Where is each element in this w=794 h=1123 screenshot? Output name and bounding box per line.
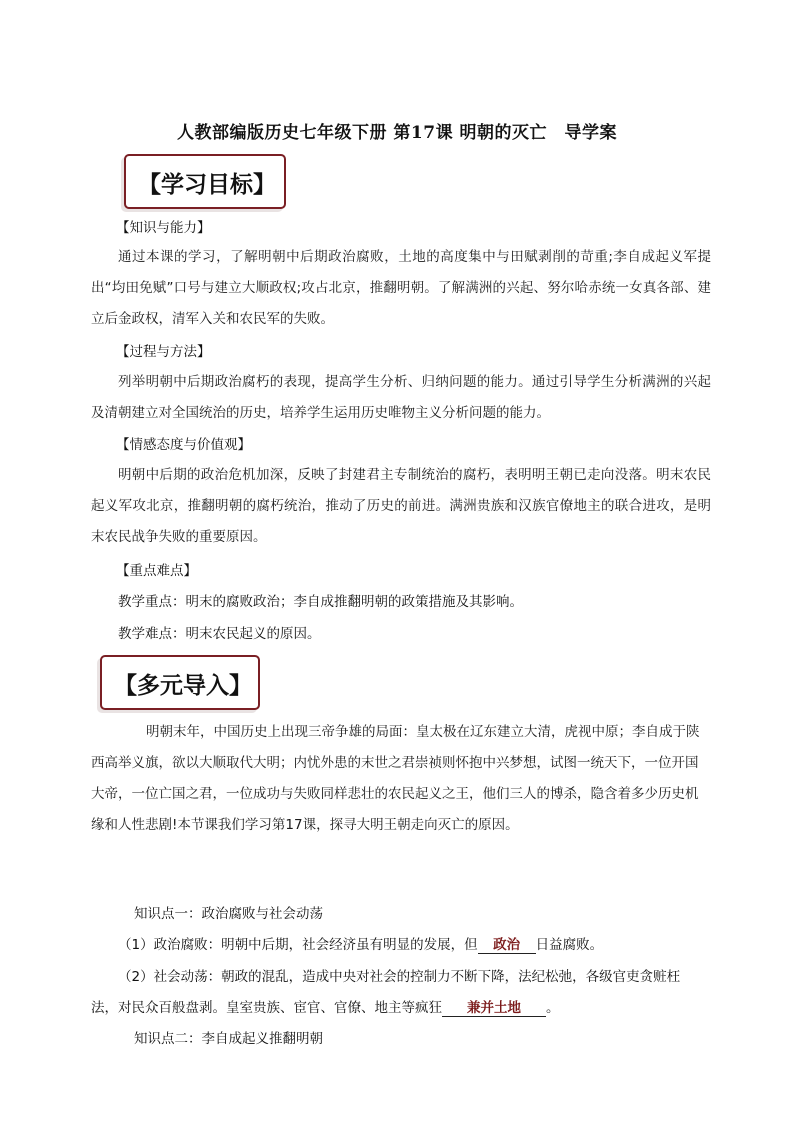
item-1-suffix: 日益腐败。 [535, 937, 604, 953]
key-difficulty-heading: 【重点难点】 [116, 563, 197, 579]
knowledge-point-1-item-2-line-2 [91, 998, 560, 1018]
process-method-heading: 【过程与方法】 [116, 344, 211, 360]
intro-paragraph: 明朝末年，中国历史上出现三帝争雄的局面：皇太极在辽东建立大清，虎视中原；李自成于陕西高举义旗，欲以大顺取代大明；内忧外患的末世之君崇祯则怀抱中兴梦想，试图一统天下，一位开国大帝，一位亡国之君，一位成功与失败同样悲壮的农民起义之王，他们三人的博杀，隐含着多少历史机缘和人性悲剧!本节课我们学习第17课，探寻大明王朝走向灭亡的原因。 [91, 724, 700, 833]
multi-intro-box [100, 655, 260, 710]
item-1-prefix: （1）政治腐败：明朝中后期，社会经济虽有明显的发展，但 [118, 937, 478, 953]
knowledge-ability-paragraph: 通过本课的学习，了解明朝中后期政治腐败，土地的高度集中与田赋剥削的苛重;李自成起义军提出“均田免赋”口号与建立大顺政权;攻占北京，推翻明朝。了解满洲的兴起、努尔哈赤统一女真各部、建立后金政权，清军入关和农民军的失败。 [91, 249, 711, 327]
knowledge-point-1-item-1 [118, 935, 603, 955]
teaching-focus: 教学重点：明末的腐败政治；李自成推翻明朝的政策措施及其影响。 [118, 594, 523, 610]
knowledge-point-1-title: 知识点一：政治腐败与社会动荡 [134, 906, 323, 922]
learning-objectives-box [124, 154, 286, 209]
attitude-values-heading: 【情感态度与价值观】 [116, 437, 251, 453]
item-2-prefix: 法，对民众百般盘剥。皇室贵族、宦官、官僚、地主等疯狂 [91, 1000, 442, 1016]
multi-intro-label: 【多元导入】 [114, 673, 252, 699]
attitude-values-paragraph: 明朝中后期的政治危机加深，反映了封建君主专制统治的腐朽，表明明王朝已走向没落。明末农民起义军攻北京，推翻明朝的腐朽统治，推动了历史的前进。满洲贵族和汉族官僚地主的联合进攻，是明末农民战争失败的重要原因。 [91, 467, 711, 545]
learning-objectives-label: 【学习目标】 [138, 172, 276, 198]
process-method-paragraph: 列举明朝中后期政治腐朽的表现，提高学生分析、归纳问题的能力。通过引导学生分析满洲的兴起及清朝建立对全国统治的历史，培养学生运用历史唯物主义分析问题的能力。 [91, 374, 711, 421]
knowledge-ability-heading: 【知识与能力】 [116, 220, 211, 236]
knowledge-point-2-title: 知识点二：李自成起义推翻明朝 [134, 1031, 323, 1047]
teaching-difficulty: 教学难点：明末农民起义的原因。 [118, 626, 321, 642]
page-title: 人教部编版历史七年级下册 第17课 明朝的灭亡 导学案 [177, 123, 617, 143]
knowledge-point-1-item-2-line-1: （2）社会动荡：朝政的混乱，造成中央对社会的控制力不断下降，法纪松弛，各级官吏贪赃枉 [118, 969, 681, 985]
fill-blank-answer: 兼并土地 [442, 1000, 546, 1017]
item-2-suffix: 。 [546, 1000, 560, 1016]
fill-blank-answer: 政治 [478, 937, 536, 954]
